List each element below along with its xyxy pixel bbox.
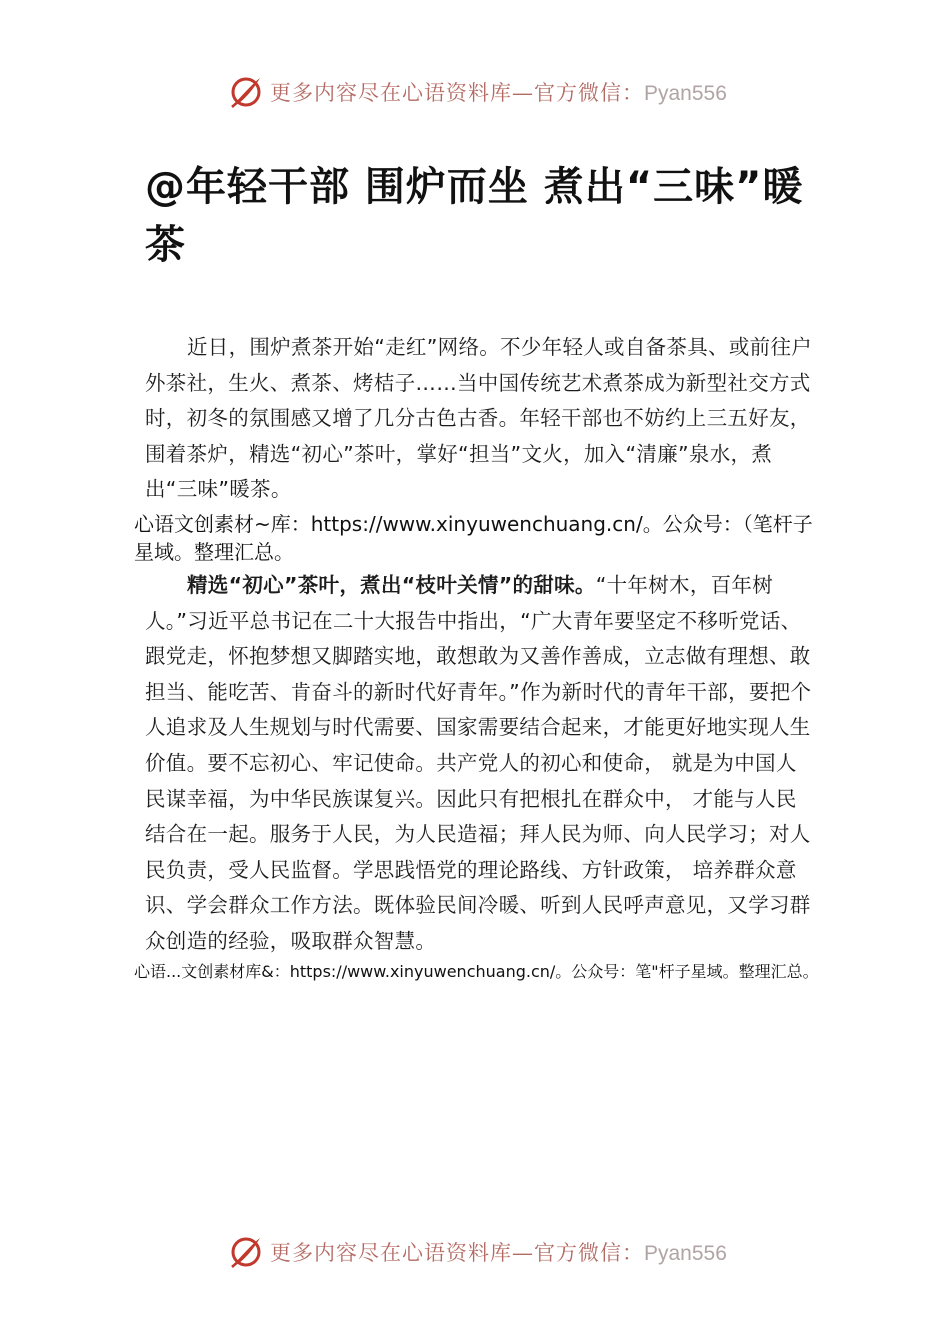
paragraph-intro: 近日，围炉煮茶开始“走红”网络。不少年轻人或自备茶具、或前往户外茶社，生火、煮茶、烤桔子……当中国传统艺术煮茶成为新型社交方式时，初冬的氛围感又增了几分古色古香。年轻干部也不妨约上三五好友，围着茶炉，精选“初心”茶叶，掌好“担当”文火，加入“清廉”泉水，煮出“三味”暖茶。 [145, 335, 813, 502]
quill-logo-icon [228, 74, 264, 110]
header-banner [228, 72, 748, 112]
banner-wechat: Pyan556 [644, 82, 727, 105]
banner-wechat: Pyan556 [644, 1242, 727, 1265]
source-note: 心语文创素材~库：https://www.xinyuwenchuang.cn/。公众号：（笔杆子星域。整理汇总。 [134, 512, 813, 564]
section-heading: 精选“初心”茶叶，煮出“枝叶关情”的甜味。 [187, 573, 596, 597]
banner-text: 更多内容尽在心语资料库—官方微信：Pyan556 [270, 81, 727, 105]
quill-logo-icon [228, 1234, 264, 1270]
page-title: @年轻干部 围炉而坐 煮出“三味”暖茶 [145, 164, 804, 268]
banner-text: 更多内容尽在心语资料库—官方微信：Pyan556 [270, 1241, 727, 1265]
footer-banner [228, 1232, 748, 1272]
source-note-2: 心语...文创素材库&：https://www.xinyuwenchuang.cn/。公众号：笔"杆子星域。整理汇总。 [134, 962, 819, 981]
paragraph-section-1: 精选“初心”茶叶，煮出“枝叶关情”的甜味。“十年树木，百年树人。”习近平总书记在二十大报告中指出，“广大青年要坚定不移听党话、跟党走，怀抱梦想又脚踏实地，敢想敢为又善作善成，立志做有理想、敢担当、能吃苦、肯奋斗的新时代好青年。”作为新时代的青年干部，要把个人追求及人生规划与时代需要、国家需要结合起来，才能更好地实现人生价值。要不忘初心、牢记使命。共产党人的初心和使命， 就是为中国人民谋幸福，为中华民族谋复兴。因此只有把根扎在群众中， 才能与人民结合在一起。服务于人民，为人民造福；拜人民为师、向人民学习；对人民负责，受人民监督。学思践悟党的理论路线、方针政策， 培养群众意识、学会群众工作方法。既体验民间冷暖、听到人民呼声意见，又学习群众创造的经验，吸取群众智慧。 [145, 573, 812, 953]
